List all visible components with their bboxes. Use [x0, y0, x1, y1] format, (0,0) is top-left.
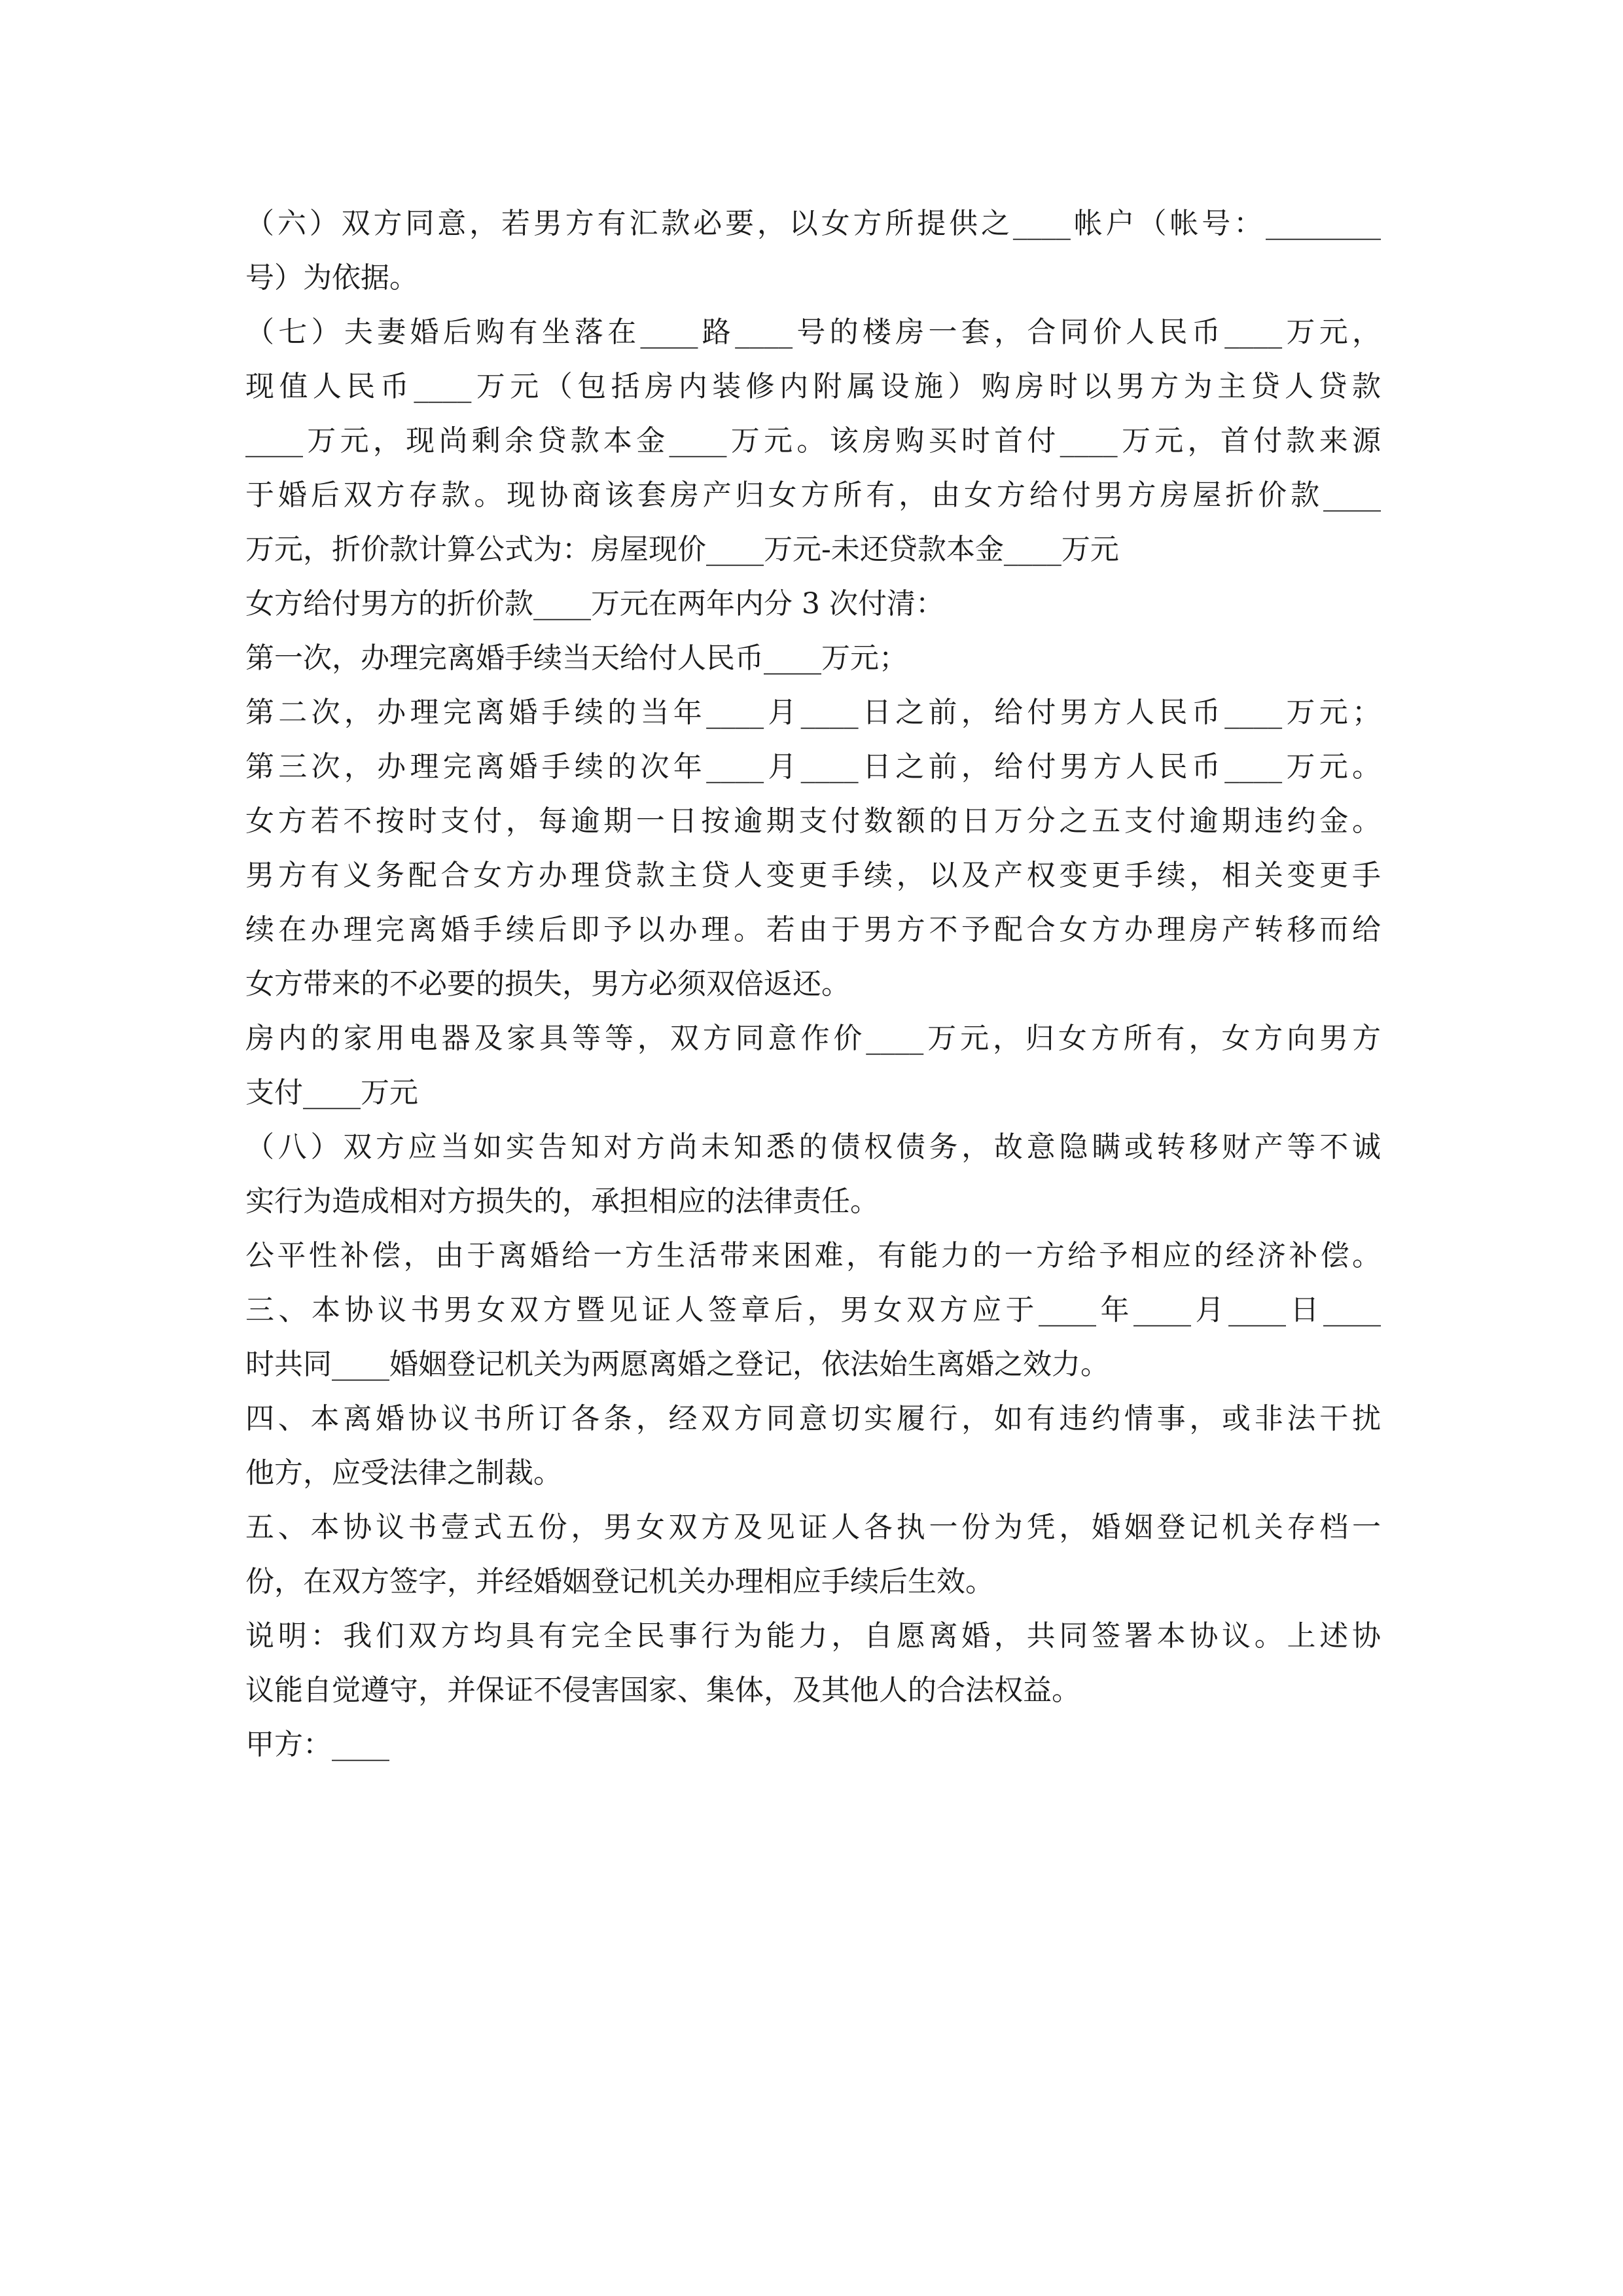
text-line: 续在办理完离婚手续后即予以办理。若由于男方不予配合女方办理房产转移而给 — [245, 913, 1381, 946]
text-line: 他方，应受法律之制裁。 — [245, 1456, 562, 1490]
text-line: 于婚后双方存款。现协商该套房产归女方所有，由女方给付男方房屋折价款____ — [245, 478, 1381, 512]
text-line: 第一次，办理完离婚手续当天给付人民币____万元； — [245, 641, 908, 675]
text-line: 实行为造成相对方损失的，承担相应的法律责任。 — [245, 1185, 879, 1218]
text-line: 男方有义务配合女方办理贷款主贷人变更手续，以及产权变更手续，相关变更手 — [245, 859, 1381, 892]
text-line: 第三次，办理完离婚手续的次年____月____日之前，给付男方人民币____万元。 — [245, 750, 1381, 783]
text-line: （八）双方应当如实告知对方尚未知悉的债权债务，故意隐瞒或转移财产等不诚 — [245, 1130, 1381, 1164]
text-line: 三、本协议书男女双方暨见证人签章后，男女双方应于____年____月____日____ — [245, 1293, 1381, 1327]
text-line: ____万元，现尚剩余贷款本金____万元。该房购买时首付____万元，首付款来源 — [245, 424, 1381, 457]
document-page — [245, 196, 1381, 1772]
text-line: 公平性补偿，由于离婚给一方生活带来困难，有能力的一方给予相应的经济补偿。 — [245, 1239, 1381, 1272]
text-line: 第二次，办理完离婚手续的当年____月____日之前，给付男方人民币____万元； — [245, 696, 1381, 729]
text-line: （七）夫妻婚后购有坐落在____路____号的楼房一套，合同价人民币____万元， — [245, 315, 1381, 349]
text-line: 支付____万元 — [245, 1076, 418, 1109]
text-line: 号）为依据。 — [245, 261, 418, 295]
text-line: 女方给付男方的折价款____万元在两年内分 3 次付清： — [245, 587, 944, 620]
text-line: 时共同____婚姻登记机关为两愿离婚之登记，依法始生离婚之效力。 — [245, 1348, 1109, 1381]
text-line: 万元，折价款计算公式为：房屋现价____万元-未还贷款本金____万元 — [245, 533, 1119, 566]
text-line: 女方带来的不必要的损失，男方必须双倍返还。 — [245, 967, 850, 1001]
text-line: 现值人民币____万元（包括房内装修内附属设施）购房时以男方为主贷人贷款 — [245, 370, 1381, 403]
text-line: 说明：我们双方均具有完全民事行为能力，自愿离婚，共同签署本协议。上述协 — [245, 1619, 1381, 1653]
text-line: 份，在双方签字，并经婚姻登记机关办理相应手续后生效。 — [245, 1565, 994, 1598]
text-line: 女方若不按时支付，每逾期一日按逾期支付数额的日万分之五支付逾期违约金。 — [245, 804, 1381, 838]
text-line: 议能自觉遵守，并保证不侵害国家、集体，及其他人的合法权益。 — [245, 1674, 1080, 1707]
text-line: 房内的家用电器及家具等等，双方同意作价____万元，归女方所有，女方向男方 — [245, 1022, 1381, 1055]
text-line: 四、本离婚协议书所订各条，经双方同意切实履行，如有违约情事，或非法干扰 — [245, 1402, 1381, 1435]
text-line: （六）双方同意，若男方有汇款必要，以女方所提供之____帐户（帐号：________ — [245, 207, 1381, 240]
text-line: 五、本协议书壹式五份，男女双方及见证人各执一份为凭，婚姻登记机关存档一 — [245, 1511, 1381, 1544]
text-line: 甲方：____ — [245, 1728, 389, 1761]
